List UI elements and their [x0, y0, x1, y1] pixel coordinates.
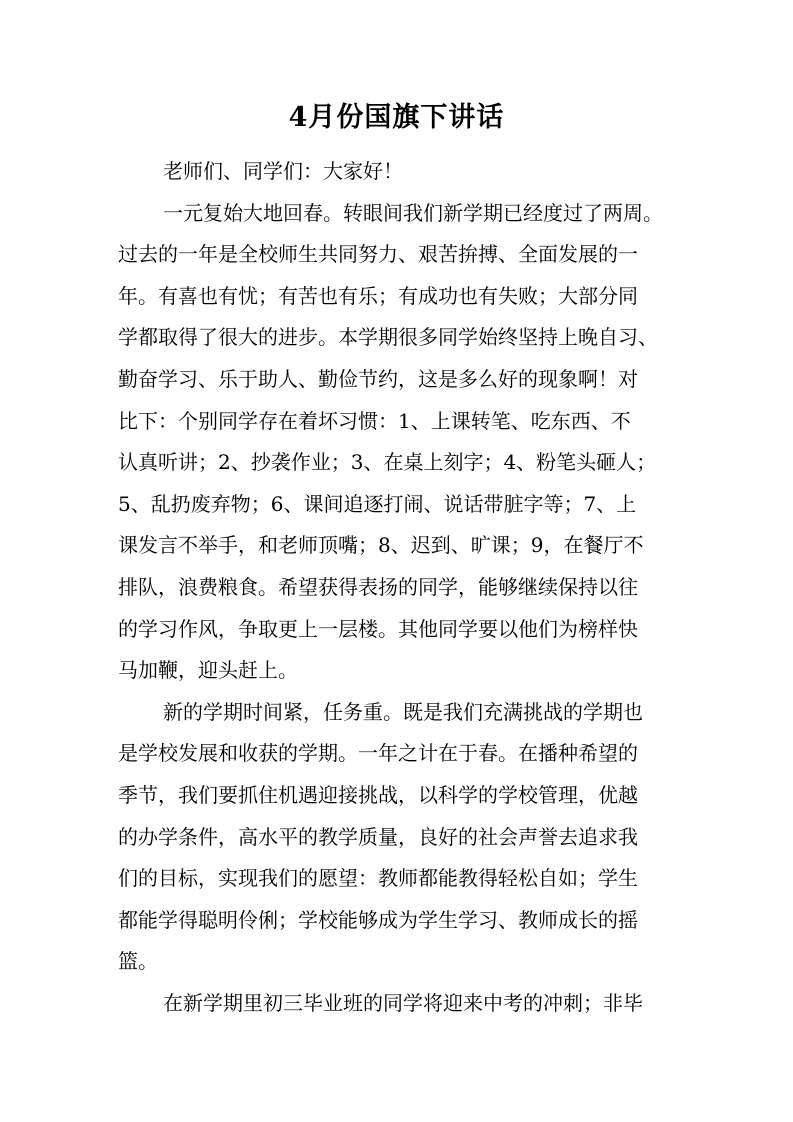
paragraph-1-line-2: 过去的一年是全校师生共同努力、艰苦拚搏、全面发展的一 [118, 242, 638, 267]
paragraph-3-line-1: 在新学期里初三毕业班的同学将迎来中考的冲刺；非毕 [163, 990, 643, 1015]
paragraph-2-line-5: 们的目标，实现我们的愿望：教师都能教得轻松自如；学生 [118, 866, 638, 891]
paragraph-2-line-7: 篮。 [118, 949, 158, 974]
paragraph-2-line-3: 季节，我们要抓住机遇迎接挑战，以科学的学校管理，优越 [118, 782, 638, 807]
paragraph-2-line-4: 的办学条件，高水平的教学质量，良好的社会声誉去追求我 [118, 824, 638, 849]
document-body [118, 151, 698, 1024]
paragraph-2-line-2: 是学校发展和收获的学期。一年之计在于春。在播种希望的 [118, 741, 638, 766]
paragraph-1-line-3: 年。有喜也有忧；有苦也有乐；有成功也有失败；大部分同 [118, 283, 638, 308]
paragraph-2-line-1: 新的学期时间紧，任务重。既是我们充满挑战的学期也 [163, 699, 643, 724]
paragraph-1-line-6: 比下：个别同学存在着坏习惯：1、上课转笔、吃东西、不 [118, 408, 631, 433]
paragraph-1-line-1: 一元复始大地回春。转眼间我们新学期已经度过了两周。 [163, 200, 663, 225]
paragraph-1-line-10: 排队，浪费粮食。希望获得表扬的同学，能够继续保持以往 [118, 574, 638, 599]
paragraph-1-line-12: 马加鞭，迎头赶上。 [118, 658, 298, 683]
paragraph-1-line-8: 5、乱扔废弃物；6、课间追逐打闹、说话带脏字等；7、上 [118, 491, 637, 516]
paragraph-1-line-7: 认真听讲；2、抄袭作业；3、在桌上刻字；4、粉笔头砸人； [118, 450, 657, 475]
page-title: 4月份国旗下讲话 [288, 102, 505, 133]
paragraph-1-line-5: 勤奋学习、乐于助人、勤俭节约，这是多么好的现象啊！对 [118, 366, 638, 391]
paragraph-2-line-6: 都能学得聪明伶俐；学校能够成为学生学习、教师成长的摇 [118, 907, 638, 932]
paragraph-1-line-9: 课发言不举手，和老师顶嘴；8、迟到、旷课；9，在餐厅不 [118, 533, 644, 558]
paragraph-1-line-11: 的学习作风，争取更上一层楼。其他同学要以他们为榜样快 [118, 616, 638, 641]
paragraph-1-line-4: 学都取得了很大的进步。本学期很多同学始终坚持上晚自习、 [118, 325, 658, 350]
greeting-line: 老师们、同学们：大家好！ [163, 159, 403, 183]
